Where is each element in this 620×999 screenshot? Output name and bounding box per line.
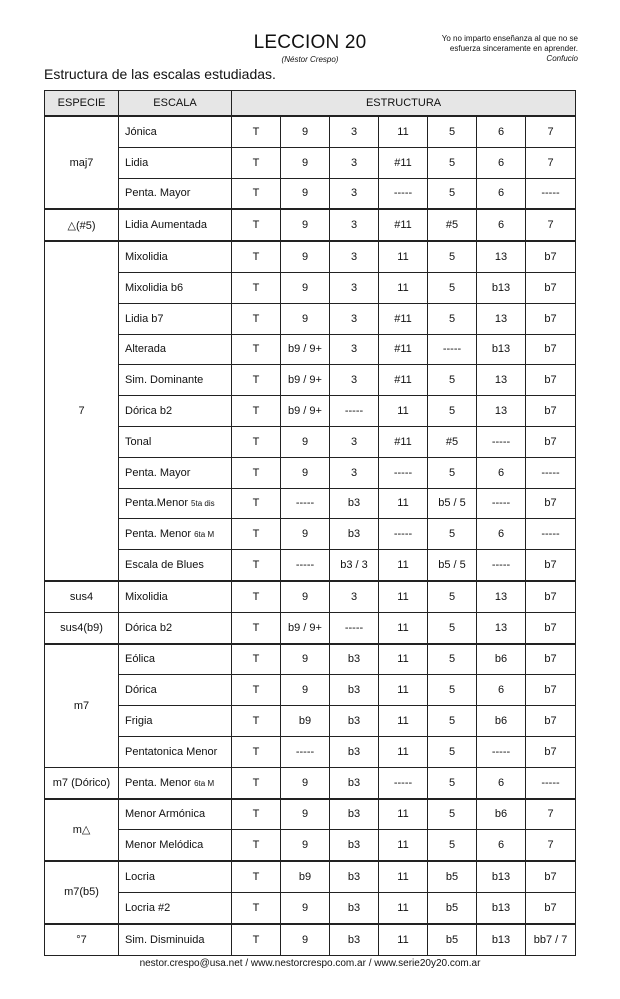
table-row — [45, 426, 576, 457]
table-row — [45, 178, 576, 209]
table-row — [45, 892, 576, 923]
structure-cell: T — [232, 365, 281, 396]
table-row — [45, 924, 576, 955]
structure-cell: 11 — [379, 550, 428, 581]
escala-cell — [119, 519, 232, 550]
structure-cell: 5 — [428, 767, 477, 798]
structure-cell: T — [232, 767, 281, 798]
structure-cell: b6 — [477, 799, 526, 830]
structure-cell: T — [232, 488, 281, 519]
structure-cell: T — [232, 396, 281, 427]
escala-name: Locria — [125, 871, 155, 884]
structure-cell: ----- — [281, 488, 330, 519]
structure-cell: 6 — [477, 830, 526, 861]
especie-cell: m7 (Dórico) — [45, 767, 119, 798]
structure-cell: ----- — [379, 767, 428, 798]
structure-cell: 5 — [428, 365, 477, 396]
structure-cell: b7 — [526, 334, 576, 365]
escala-name: Mixolidia b6 — [125, 281, 184, 294]
structure-cell: b7 — [526, 612, 576, 643]
escala-name: Frigia — [125, 715, 153, 728]
structure-cell: ----- — [281, 736, 330, 767]
structure-cell: b9 / 9+ — [281, 612, 330, 643]
structure-cell: 6 — [477, 209, 526, 241]
table-row — [45, 365, 576, 396]
escala-cell — [119, 396, 232, 427]
table-header-row — [45, 91, 576, 117]
structure-cell: 11 — [379, 830, 428, 861]
structure-cell: 9 — [281, 924, 330, 955]
escala-subscript: 6ta M — [194, 530, 215, 540]
escala-cell — [119, 272, 232, 303]
table-row — [45, 830, 576, 861]
escala-cell — [119, 644, 232, 675]
structure-cell: 3 — [330, 178, 379, 209]
especie-cell: sus4(b9) — [45, 612, 119, 643]
structure-cell: 5 — [428, 519, 477, 550]
table-row — [45, 736, 576, 767]
structure-cell: b7 — [526, 303, 576, 334]
structure-cell: #11 — [379, 334, 428, 365]
table-row — [45, 612, 576, 643]
structure-cell: 13 — [477, 365, 526, 396]
structure-cell: T — [232, 675, 281, 706]
table-row — [45, 457, 576, 488]
structure-cell: 9 — [281, 799, 330, 830]
escala-cell — [119, 706, 232, 737]
structure-cell: 11 — [379, 488, 428, 519]
escala-cell — [119, 303, 232, 334]
escala-name: Eólica — [125, 653, 155, 666]
structure-cell: T — [232, 457, 281, 488]
structure-cell: #11 — [379, 147, 428, 178]
structure-cell: ----- — [330, 396, 379, 427]
structure-cell: T — [232, 209, 281, 241]
structure-cell: 13 — [477, 303, 526, 334]
escala-cell — [119, 426, 232, 457]
structure-cell: b3 — [330, 706, 379, 737]
escala-name: Penta. Menor — [125, 528, 192, 541]
header-especie: ESPECIE — [45, 91, 119, 117]
structure-cell: T — [232, 241, 281, 272]
structure-cell: b3 — [330, 736, 379, 767]
table-row — [45, 519, 576, 550]
structure-cell: b7 — [526, 550, 576, 581]
escala-cell — [119, 365, 232, 396]
structure-cell: 5 — [428, 178, 477, 209]
table-row — [45, 488, 576, 519]
structure-cell: b5 — [428, 892, 477, 923]
escala-name: Escala de Blues — [125, 559, 204, 572]
structure-cell: b7 — [526, 644, 576, 675]
escala-cell — [119, 178, 232, 209]
structure-cell: T — [232, 116, 281, 147]
structure-cell: #11 — [379, 303, 428, 334]
structure-cell: b5 — [428, 924, 477, 955]
structure-cell: 9 — [281, 675, 330, 706]
author: (Néstor Crespo) — [281, 55, 339, 64]
table-row — [45, 644, 576, 675]
structure-cell: 5 — [428, 736, 477, 767]
table-body — [45, 116, 576, 955]
footer-links: nestor.crespo@usa.net / www.nestorcrespo.com.ar / www.serie20y20.com.ar — [139, 958, 481, 969]
structure-cell: ----- — [526, 767, 576, 798]
structure-cell: ----- — [477, 736, 526, 767]
structure-cell: 9 — [281, 830, 330, 861]
structure-cell: 13 — [477, 241, 526, 272]
escala-cell — [119, 612, 232, 643]
structure-cell: 3 — [330, 303, 379, 334]
table-row — [45, 272, 576, 303]
structure-cell: b7 — [526, 396, 576, 427]
escala-name: Dórica b2 — [125, 405, 173, 418]
structure-cell: 9 — [281, 426, 330, 457]
structure-cell: 11 — [379, 861, 428, 892]
structure-cell: 6 — [477, 116, 526, 147]
structure-cell: 7 — [526, 830, 576, 861]
structure-cell: 9 — [281, 581, 330, 612]
structure-cell: 9 — [281, 241, 330, 272]
escala-cell — [119, 550, 232, 581]
structure-cell: 5 — [428, 644, 477, 675]
header-escala: ESCALA — [119, 91, 232, 117]
escala-cell — [119, 830, 232, 861]
structure-cell: b9 / 9+ — [281, 365, 330, 396]
especie-cell: maj7 — [45, 116, 119, 209]
structure-cell: 5 — [428, 830, 477, 861]
especie-cell: m7(b5) — [45, 861, 119, 924]
table-row — [45, 581, 576, 612]
escala-name: Dórica b2 — [125, 621, 173, 634]
structure-cell: ----- — [526, 178, 576, 209]
structure-cell: b9 / 9+ — [281, 396, 330, 427]
structure-cell: 6 — [477, 178, 526, 209]
structure-cell: b7 — [526, 488, 576, 519]
structure-cell: b6 — [477, 644, 526, 675]
structure-cell: ----- — [428, 334, 477, 365]
structure-cell: T — [232, 924, 281, 955]
structure-cell: b5 / 5 — [428, 488, 477, 519]
escala-name: Sim. Dominante — [125, 374, 204, 387]
escala-cell — [119, 147, 232, 178]
structure-cell: #11 — [379, 209, 428, 241]
structure-cell: 5 — [428, 272, 477, 303]
structure-cell: 5 — [428, 396, 477, 427]
structure-cell: ----- — [330, 612, 379, 643]
structure-cell: T — [232, 581, 281, 612]
structure-cell: 11 — [379, 612, 428, 643]
escala-name: Mixolidia — [125, 590, 168, 603]
structure-cell: 6 — [477, 147, 526, 178]
structure-cell: 7 — [526, 799, 576, 830]
subtitle: Estructura de las escalas estudiadas. — [44, 66, 276, 82]
table-row — [45, 550, 576, 581]
structure-cell: #5 — [428, 209, 477, 241]
table-row — [45, 116, 576, 147]
structure-cell: 3 — [330, 365, 379, 396]
structure-cell: T — [232, 426, 281, 457]
structure-cell: 5 — [428, 303, 477, 334]
structure-cell: b3 — [330, 488, 379, 519]
escala-name: Menor Melódica — [125, 839, 204, 852]
structure-cell: 7 — [526, 116, 576, 147]
structure-cell: T — [232, 272, 281, 303]
structure-cell: 9 — [281, 767, 330, 798]
structure-cell: 9 — [281, 178, 330, 209]
structure-cell: 3 — [330, 147, 379, 178]
structure-cell: ----- — [379, 519, 428, 550]
structure-cell: 11 — [379, 799, 428, 830]
structure-cell: T — [232, 303, 281, 334]
structure-cell: b7 — [526, 272, 576, 303]
escala-cell — [119, 892, 232, 923]
structure-cell: T — [232, 706, 281, 737]
table-row — [45, 209, 576, 241]
structure-cell: ----- — [477, 488, 526, 519]
structure-cell: 9 — [281, 303, 330, 334]
table-row — [45, 241, 576, 272]
escala-name: Lidia b7 — [125, 312, 164, 325]
escala-name: Jónica — [125, 125, 157, 138]
structure-cell: 6 — [477, 519, 526, 550]
structure-cell: 11 — [379, 892, 428, 923]
structure-cell: b3 — [330, 519, 379, 550]
structure-cell: 7 — [526, 209, 576, 241]
structure-cell: 9 — [281, 272, 330, 303]
escala-cell — [119, 767, 232, 798]
structure-cell: b7 — [526, 241, 576, 272]
structure-cell: 11 — [379, 736, 428, 767]
structure-cell: T — [232, 861, 281, 892]
escala-cell — [119, 861, 232, 892]
escala-cell — [119, 581, 232, 612]
structure-cell: 3 — [330, 426, 379, 457]
structure-cell: 3 — [330, 241, 379, 272]
structure-cell: b3 — [330, 892, 379, 923]
table-row — [45, 334, 576, 365]
table-row — [45, 147, 576, 178]
structure-cell: 3 — [330, 457, 379, 488]
structure-cell: 5 — [428, 581, 477, 612]
structure-cell: b3 — [330, 924, 379, 955]
structure-cell: b5 — [428, 861, 477, 892]
structure-cell: b7 — [526, 426, 576, 457]
escala-name: Pentatonica Menor — [125, 745, 218, 758]
escala-cell — [119, 241, 232, 272]
structure-cell: 5 — [428, 799, 477, 830]
table-row — [45, 767, 576, 798]
quote-author: Confucio — [546, 54, 578, 63]
structure-cell: T — [232, 612, 281, 643]
structure-cell: b13 — [477, 892, 526, 923]
structure-cell: 5 — [428, 457, 477, 488]
escala-name: Penta. Mayor — [125, 466, 191, 479]
structure-cell: 11 — [379, 241, 428, 272]
structure-cell: 5 — [428, 147, 477, 178]
escala-cell — [119, 209, 232, 241]
structure-cell: 5 — [428, 116, 477, 147]
structure-cell: 3 — [330, 116, 379, 147]
structure-cell: ----- — [526, 519, 576, 550]
structure-cell: 11 — [379, 924, 428, 955]
structure-cell: 11 — [379, 706, 428, 737]
structure-cell: b3 — [330, 644, 379, 675]
structure-cell: b7 — [526, 861, 576, 892]
especie-cell: m7 — [45, 644, 119, 768]
structure-cell: 11 — [379, 644, 428, 675]
structure-cell: b3 — [330, 799, 379, 830]
structure-cell: 5 — [428, 241, 477, 272]
structure-cell: 9 — [281, 892, 330, 923]
table-row — [45, 396, 576, 427]
structure-cell: 13 — [477, 396, 526, 427]
structure-cell: T — [232, 550, 281, 581]
structure-cell: 13 — [477, 581, 526, 612]
structure-cell: b7 — [526, 675, 576, 706]
structure-cell: 6 — [477, 457, 526, 488]
escala-cell — [119, 799, 232, 830]
escala-name: Penta. Menor — [125, 776, 192, 789]
especie-cell: °7 — [45, 924, 119, 955]
structure-cell: b3 / 3 — [330, 550, 379, 581]
structure-cell: ----- — [526, 457, 576, 488]
structure-cell: T — [232, 830, 281, 861]
structure-cell: 11 — [379, 675, 428, 706]
structure-cell: 6 — [477, 767, 526, 798]
structure-cell: b3 — [330, 830, 379, 861]
structure-cell: b13 — [477, 334, 526, 365]
escala-cell — [119, 488, 232, 519]
table-row — [45, 675, 576, 706]
especie-cell: m△ — [45, 799, 119, 862]
structure-cell: 6 — [477, 675, 526, 706]
escala-name: Tonal — [125, 435, 152, 448]
structure-cell: T — [232, 892, 281, 923]
escala-cell — [119, 116, 232, 147]
structure-cell: 9 — [281, 116, 330, 147]
structure-cell: T — [232, 799, 281, 830]
structure-cell: b3 — [330, 861, 379, 892]
table-row — [45, 799, 576, 830]
structure-cell: 7 — [526, 147, 576, 178]
structure-cell: b13 — [477, 272, 526, 303]
structure-cell: T — [232, 644, 281, 675]
structure-cell: 5 — [428, 706, 477, 737]
header-estructura: ESTRUCTURA — [232, 91, 576, 117]
escala-subscript: 6ta M — [194, 778, 215, 788]
escala-name: Locria #2 — [125, 901, 171, 914]
structure-cell: b3 — [330, 675, 379, 706]
structure-cell: #11 — [379, 426, 428, 457]
especie-cell: △(#5) — [45, 209, 119, 241]
escala-name: Alterada — [125, 343, 166, 356]
structure-cell: 13 — [477, 612, 526, 643]
structure-cell: T — [232, 736, 281, 767]
escala-name: Dórica — [125, 684, 157, 697]
structure-cell: b5 / 5 — [428, 550, 477, 581]
structure-cell: 3 — [330, 581, 379, 612]
structure-cell: 5 — [428, 612, 477, 643]
structure-cell: b7 — [526, 706, 576, 737]
structure-cell: T — [232, 334, 281, 365]
structure-cell: 5 — [428, 675, 477, 706]
scales-table — [44, 90, 576, 956]
escala-cell — [119, 736, 232, 767]
structure-cell: #11 — [379, 365, 428, 396]
structure-cell: 11 — [379, 116, 428, 147]
escala-name: Penta. Mayor — [125, 187, 191, 200]
quote-text: Yo no imparto enseñanza al que no se esfuerza sinceramente en aprender. — [441, 34, 578, 53]
structure-cell: b9 — [281, 706, 330, 737]
structure-cell: ----- — [379, 457, 428, 488]
structure-cell: b6 — [477, 706, 526, 737]
structure-cell: b3 — [330, 767, 379, 798]
especie-cell: 7 — [45, 241, 119, 581]
structure-cell: ----- — [281, 550, 330, 581]
escala-cell — [119, 334, 232, 365]
escala-name: Sim. Disminuida — [125, 933, 205, 946]
structure-cell: b13 — [477, 924, 526, 955]
escala-name: Mixolidia — [125, 251, 168, 264]
structure-cell: 3 — [330, 272, 379, 303]
structure-cell: 9 — [281, 147, 330, 178]
escala-cell — [119, 457, 232, 488]
structure-cell: b9 / 9+ — [281, 334, 330, 365]
structure-cell: b9 — [281, 861, 330, 892]
escala-cell — [119, 675, 232, 706]
page-title: LECCION 20 — [253, 32, 367, 53]
structure-cell: b7 — [526, 736, 576, 767]
structure-cell: bb7 / 7 — [526, 924, 576, 955]
especie-cell: sus4 — [45, 581, 119, 612]
structure-cell: T — [232, 147, 281, 178]
quote — [418, 34, 578, 64]
escala-subscript: 5ta dis — [191, 499, 215, 509]
structure-cell: b7 — [526, 892, 576, 923]
structure-cell: b13 — [477, 861, 526, 892]
escala-name: Lidia — [125, 156, 149, 169]
escala-name: Penta.Menor — [125, 497, 188, 510]
structure-cell: 9 — [281, 519, 330, 550]
structure-cell: 9 — [281, 209, 330, 241]
structure-cell: T — [232, 178, 281, 209]
structure-cell: 11 — [379, 396, 428, 427]
escala-cell — [119, 924, 232, 955]
structure-cell: 11 — [379, 272, 428, 303]
structure-cell: T — [232, 519, 281, 550]
structure-cell: 9 — [281, 644, 330, 675]
structure-cell: 9 — [281, 457, 330, 488]
structure-cell: 3 — [330, 334, 379, 365]
structure-cell: ----- — [379, 178, 428, 209]
structure-cell: 11 — [379, 581, 428, 612]
structure-cell: b7 — [526, 581, 576, 612]
table-row — [45, 303, 576, 334]
structure-cell: ----- — [477, 550, 526, 581]
table-row — [45, 706, 576, 737]
structure-cell: 3 — [330, 209, 379, 241]
escala-name: Menor Armónica — [125, 808, 206, 821]
structure-cell: ----- — [477, 426, 526, 457]
structure-cell: b7 — [526, 365, 576, 396]
table-row — [45, 861, 576, 892]
escala-name: Lidia Aumentada — [125, 219, 207, 232]
structure-cell: #5 — [428, 426, 477, 457]
